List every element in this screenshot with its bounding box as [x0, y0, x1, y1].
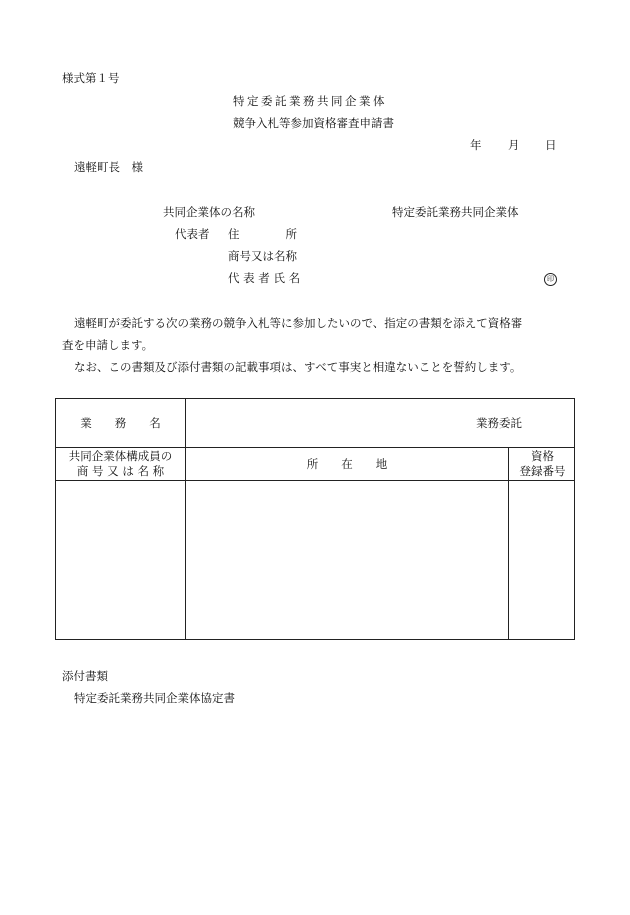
- member-header-line-2: 商 号 又 は 名 称: [76, 464, 165, 478]
- member-header-line-1: 共同企業体構成員の: [68, 449, 173, 463]
- body-paragraph-2: なお、この書類及び添付書類の記載事項は、すべて事実と相違ないことを誓約します。: [74, 360, 522, 374]
- jv-name-label: 共同企業体の名称: [163, 205, 255, 219]
- attachments-item: 特定委託業務共同企業体協定書: [74, 691, 235, 705]
- representative-name-label: 代 表 者 氏 名: [228, 271, 301, 285]
- date-day: 日: [545, 138, 557, 152]
- table-divider: [185, 399, 186, 639]
- qualification-header-line-2: 登録番号: [519, 464, 566, 478]
- date-month: 月: [508, 138, 520, 152]
- business-name-value: 業務委託: [476, 416, 522, 430]
- addressee: 遠軽町長 様: [74, 160, 143, 174]
- table-divider: [56, 447, 574, 448]
- address-label: 住 所: [228, 227, 297, 241]
- body-paragraph-1-line-1: 遠軽町が委託する次の業務の競争入札等に参加したいので、指定の書類を添えて資格審: [74, 316, 523, 330]
- form-number: 様式第１号: [62, 71, 120, 85]
- title-line-1: 特定委託業務共同企業体: [233, 94, 387, 108]
- table-divider: [56, 480, 574, 481]
- qualification-header-line-1: 資格: [531, 449, 554, 463]
- jv-name-value: 特定委託業務共同企業体: [392, 205, 519, 219]
- business-name-label: 業 務 名: [80, 416, 161, 430]
- title-line-2: 競争入札等参加資格審査申請書: [233, 116, 394, 130]
- body-paragraph-1-line-2: 査を申請します。: [62, 338, 154, 352]
- date-year: 年: [470, 138, 482, 152]
- seal-icon: 印: [544, 273, 557, 286]
- representative-label: 代表者: [175, 227, 210, 241]
- application-table: [55, 398, 575, 640]
- seal-mark: [544, 270, 557, 286]
- company-name-label: 商号又は名称: [228, 249, 297, 263]
- attachments-heading: 添付書類: [62, 669, 108, 683]
- location-header: 所 在 地: [306, 457, 388, 471]
